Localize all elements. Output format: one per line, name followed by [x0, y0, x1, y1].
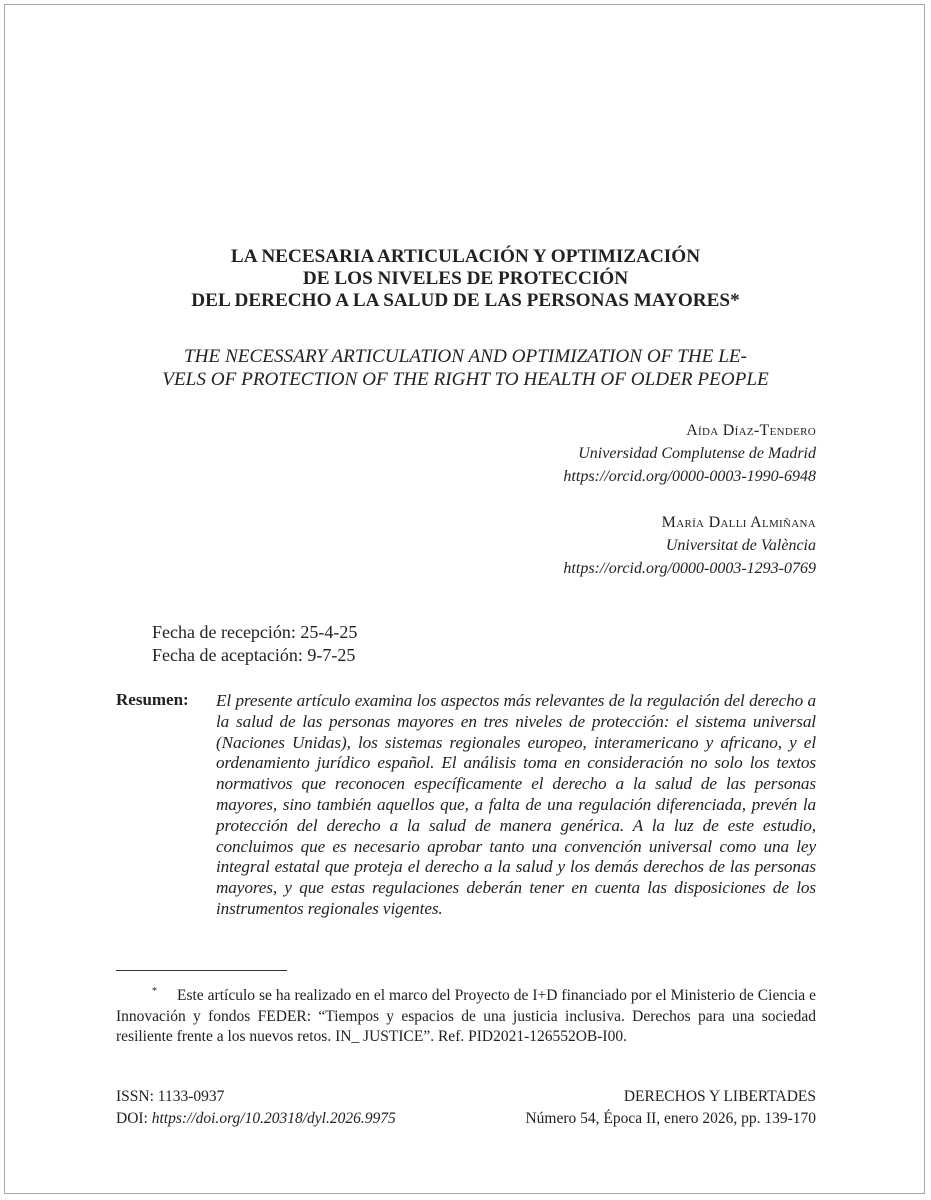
received-date: Fecha de recepción: 25-4-25: [152, 622, 358, 642]
submission-dates: [152, 621, 357, 667]
footer-journal-info: [525, 1086, 816, 1130]
footnote-divider: [116, 970, 287, 971]
author-affiliation: Universitat de València: [665, 537, 816, 554]
title-line: LA NECESARIA ARTICULACIÓN Y OPTIMIZACIÓN: [230, 246, 701, 267]
author-name: Aída Díaz-Tendero: [686, 422, 816, 439]
title-line: DEL DERECHO A LA SALUD DE LAS PERSONAS MAYORES*: [191, 290, 740, 311]
doi-line: [116, 1108, 396, 1130]
author-block: [563, 511, 816, 580]
footer-identifiers: [116, 1086, 396, 1130]
doi-link[interactable]: https://doi.org/10.20318/dyl.2026.9975: [151, 1110, 396, 1127]
title-line: VELS OF PROTECTION OF THE RIGHT TO HEALTH OF OLDER PEOPLE: [162, 369, 769, 390]
accepted-date: Fecha de aceptación: 9-7-25: [152, 645, 356, 665]
title-line: THE NECESSARY ARTICULATION AND OPTIMIZATION OF THE LE-: [183, 346, 748, 367]
author-block: [563, 419, 816, 488]
doi-label: DOI:: [116, 1110, 152, 1127]
abstract-label: Resumen:: [116, 690, 189, 709]
author-orcid-link[interactable]: https://orcid.org/0000-0003-1293-0769: [563, 560, 816, 577]
issn: ISSN: 1133-0937: [116, 1088, 225, 1105]
article-title-spanish: [0, 246, 931, 312]
journal-name: DERECHOS Y LIBERTADES: [623, 1088, 816, 1105]
issue-info: Número 54, Época II, enero 2026, pp. 139-170: [525, 1110, 816, 1127]
title-line: DE LOS NIVELES DE PROTECCIÓN: [302, 268, 629, 289]
author-name: María Dalli Almiñana: [661, 514, 816, 531]
article-title-english: [0, 345, 931, 391]
author-orcid-link[interactable]: https://orcid.org/0000-0003-1990-6948: [563, 468, 816, 485]
footnote-marker: *: [152, 985, 157, 997]
author-affiliation: Universidad Complutense de Madrid: [578, 445, 816, 462]
footnote-text: Este artículo se ha realizado en el marco del Proyecto de I+D financiado por el Ministerio de Ciencia e Innovación y fondos FEDER: “Tiempos y espacios de una justicia inclusiva. Derechos para una sociedad resiliente frente a los nuevos retos. IN_ JUSTICE”. Ref. PID2021-126552OB-I00.: [116, 987, 816, 1046]
abstract-text: El presente artículo examina los aspectos más relevantes de la regulación del derecho a la salud de las personas mayores en tres niveles de protección: el sistema universal (Naciones Unidas), los sistemas regionales europeo, interamericano y africano, y el ordenamiento jurídico español. El análisis toma en consideración no solo los textos normativos que reconocen específicamente el derecho a la salud de las personas mayores, sino también aquellos que, a falta de una regulación diferenciada, prevén la protección del derecho a la salud de manera genérica. A la luz de este estudio, concluimos que es necesario aprobar tanto una convención universal como una ley integral estatal que proteja el derecho a la salud y los demás derechos de las personas mayores, y que estas regulaciones deberán tener en cuenta las disposiciones de los instrumentos regionales vigentes.: [216, 691, 816, 918]
footnote: [116, 986, 816, 1048]
